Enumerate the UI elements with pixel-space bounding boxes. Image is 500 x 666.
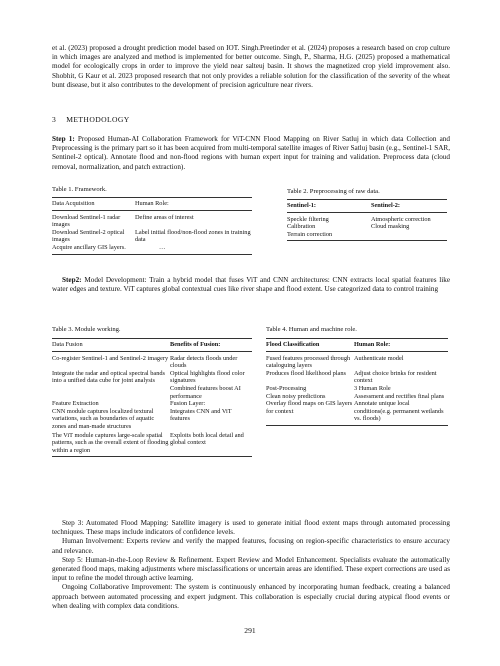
table1-cell: Acquire ancillary GIS layers.	[52, 244, 135, 254]
table1-cell: …	[135, 244, 252, 254]
table4-header-row	[266, 339, 448, 352]
table4-cell: Overlay flood maps on GIS layers for context	[266, 400, 354, 425]
table4-cell: 3 Human Role	[354, 384, 391, 392]
step2-lead: Step2:	[62, 276, 82, 284]
step1-paragraph	[52, 135, 450, 172]
table3	[52, 338, 252, 457]
table1-caption: Table 1. Framework.	[52, 186, 107, 193]
table2-header-cell: Sentinel-1:	[287, 200, 371, 213]
table2-cell: Calibration	[287, 223, 316, 231]
table4	[266, 338, 448, 426]
table-row	[52, 370, 252, 385]
table-row	[52, 431, 252, 457]
table1	[52, 197, 252, 255]
table-row	[287, 223, 447, 231]
section-number: 3	[52, 115, 57, 124]
table-row	[52, 408, 252, 431]
table-row	[52, 400, 252, 408]
table-row	[52, 385, 252, 400]
table4-header-cell: Human Role:	[354, 339, 448, 352]
table3-cell: Integrate the radar and optical spectral bands into a unified data cube for joint analysis	[52, 369, 165, 385]
table4-cell: Annotate unique local conditions(e.g. permanent wetlands vs. floods)	[354, 400, 448, 425]
table3-header-cell: Benefits of Fusion:	[170, 339, 252, 352]
table2-cell	[371, 231, 447, 241]
step1-text: Proposed Human-AI Collaboration Framework for ViT-CNN Flood Mapping on River Satluj in which data Collection and Preprocessing is the primary part so it has been acquired from multi-temporal satellite images of River Satluj basin (e.g., Sentinel-1 SAR, Sentinel-2 optical). Annotate flood and non-flood regions with human expert input for training and validation. Preprocess data (cloud removal, normalization, and patch extraction).	[52, 135, 450, 171]
table4-cell: Post-Processing	[266, 384, 307, 392]
table1-cell: Download Sentinel-2 optical images	[52, 228, 125, 244]
table2-header-cell: Sentinel-2:	[371, 200, 447, 213]
table-row	[287, 231, 447, 241]
table3-caption: Table 3. Module working.	[52, 326, 121, 333]
table3-cell: Co-register Sentinel-1 and Sentinel-2 imagery	[52, 354, 169, 362]
table2-caption: Table 2. Preprocessing of raw data.	[287, 188, 380, 195]
table-row	[266, 393, 448, 401]
table1-cell: Download Sentinel-1 radar images	[52, 213, 121, 229]
table1-cell: Label initial flood/non-flood zones in training data	[135, 228, 251, 244]
intro-text: et al. (2023) proposed a drought prediction model based on IOT. Singh.Preetinder et al. (2024) proposes a research based on crop culture in which images are analyzed and method is implemented for better outcome. Singh, P., Sharma, H.G. (2025) proposed a mathematical model for ecologically crops in order to improve the yield near salteuj basin. It shows the magnetized crop yield improvement also. Shobhit, G Kaur et al. 2023 proposed research that not only provides a reliable solution for the classification of the severity of the wheat bunt disease, but it also contributes to the development of precision agriculture near rivers.	[52, 44, 450, 89]
table-row	[52, 244, 252, 254]
table4-cell: Authenticate model	[354, 354, 404, 362]
human-involvement-paragraph: Human Involvement: Experts review and verify the mapped features, focusing on region-specific characteristics to ensure accuracy and relevance.	[52, 537, 450, 555]
table1-header-cell: Data Acquisition	[52, 198, 135, 211]
table1-header-row	[52, 198, 252, 211]
table4-caption: Table 4. Human and machine role.	[266, 326, 357, 333]
table4-cell: Clean noisy predictions	[266, 392, 326, 400]
table4-cell: Adjust choice brinks for resident context	[354, 369, 437, 385]
section-heading	[52, 115, 130, 124]
table3-cell: Combined features boost AI performance	[170, 384, 241, 400]
step2-paragraph	[52, 276, 450, 294]
step5-paragraph: Step 5: Human-in-the-Loop Review & Refinement. Expert Review and Model Enhancement. Specialists evaluate the automatically generated flood maps, making adjustments where misclassifications or uncertain areas are identified. These expert corrections are used as input to refine the model through active learning.	[52, 555, 450, 583]
table3-cell: CNN module captures localized textural variations, such as boundaries of aquatic zones and man-made structures	[52, 407, 155, 430]
table-row	[52, 351, 252, 370]
table4-cell: Fused features processed through cataloguing layers	[266, 354, 351, 370]
table3-cell: Exploits both local detail and global context	[170, 431, 252, 457]
table3-cell: Integrates CNN and ViT features	[170, 407, 232, 423]
table3-cell: The ViT module captures large-scale spatial patterns, such as the overall extent of flooding within a region	[52, 431, 170, 457]
table2-cell: Speckle filtering	[287, 215, 329, 223]
table-row	[52, 229, 252, 244]
closing-section	[52, 519, 450, 611]
table2-cell: Cloud masking	[371, 223, 410, 231]
table3-cell: Optical highlights flood color signatures	[170, 369, 245, 385]
intro-paragraph	[52, 44, 450, 90]
table4-cell: Assessment and rectifies final plans	[354, 392, 445, 400]
table1-header-cell: Human Role:	[135, 198, 252, 211]
table-row	[287, 212, 447, 223]
page-number: 291	[244, 626, 256, 635]
ongoing-improvement-paragraph: Ongoing Collaborative Improvement: The system is continuously enhanced by incorporating human feedback, creating a balanced approach between automated processing and expert judgment. This collaboration is especially crucial during atypical flood events or when dealing with complex data conditions.	[52, 583, 450, 610]
table2-cell: Atmospheric correction	[371, 215, 431, 223]
table-row	[52, 210, 252, 229]
table-row	[266, 351, 448, 370]
table3-cell: Fusion Layer:	[170, 400, 206, 408]
table3-cell: Feature Extraction	[52, 400, 99, 408]
table-row	[266, 385, 448, 393]
table4-header-cell: Flood Classification	[266, 339, 354, 352]
table1-cell: Define areas of interest	[135, 213, 194, 221]
section-title: METHODOLOGY	[66, 115, 130, 124]
table3-header-cell: Data Fusion	[52, 339, 170, 352]
step1-lead: Step 1:	[52, 135, 75, 143]
table-row	[266, 400, 448, 425]
table3-header-row	[52, 339, 252, 352]
table3-cell	[52, 385, 170, 400]
table2	[287, 199, 447, 241]
table2-header-row	[287, 200, 447, 213]
step2-text: Model Development: Train a hybrid model that fuses ViT and CNN architectures: CNN extracts local spatial features like water edges and texture. ViT captures global contextual cues like river shape and flood extent. Use categorized data to control training	[52, 276, 451, 294]
step3-paragraph: Step 3: Automated Flood Mapping: Satellite imagery is used to generate initial flood extent maps through automated processing techniques. These maps include indicators of confidence levels.	[52, 519, 450, 537]
table-row	[266, 370, 448, 385]
table4-cell: Produces flood likelihood plans	[266, 369, 346, 377]
table3-cell: Radar detects floods under clouds	[170, 354, 238, 370]
table2-cell: Terrain correction	[287, 231, 371, 241]
